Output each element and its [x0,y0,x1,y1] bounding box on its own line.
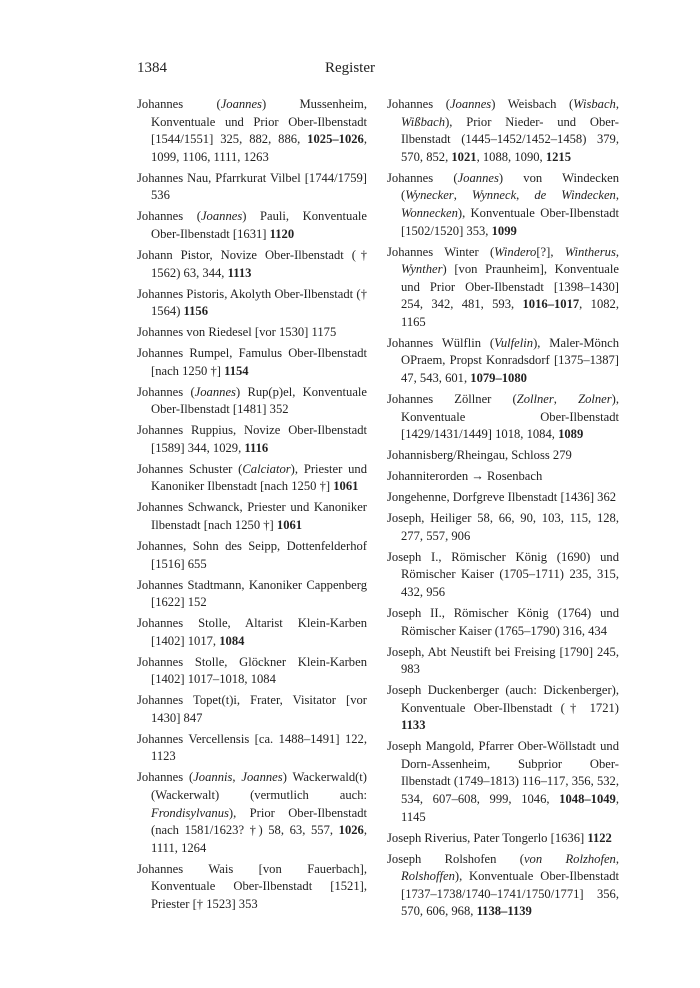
page-number: 1384 [137,60,167,76]
index-entry: Jongehenne, Dorfgreve Ilbenstadt [1436] 362 [387,490,617,505]
index-entry: Johannes (Joannes) Rup(p)el, Konventuale Ober-Ilbenstadt [1481] 352 [137,384,367,417]
index-entry: Johannes Stadtmann, Kanoniker Cappenberg [1622] 152 [137,577,367,610]
index-entry: Johannes Wülflin (Vulfelin), Maler-Mönch OPraem, Propst Konradsdorf [1375–1387] 47, 543, 601, 1079–1080 [387,335,619,386]
index-entry: Joseph Duckenberger (auch: Dickenberger), Konventuale Ober-Ilbenstadt († 1721) 1133 [387,683,619,733]
index-column-left [137,96,367,917]
index-entry: Johannes Rumpel, Famulus Ober-Ilbenstadt [nach 1250 †] 1154 [137,346,367,378]
index-entry: Johannisberg/Rheingau, Schloss 279 [387,448,572,463]
index-entry: Johannes Wais [von Fauerbach], Konventuale Ober-Ilbenstadt [1521], Priester [† 1523] 353 [137,861,367,911]
index-entry: Johanniterorden → Rosenbach [387,469,543,484]
index-entry: Johannes (Joannes) Weisbach (Wisbach, Wißbach), Prior Nieder- und Ober-Ilbenstadt (1445–1452/1452–1458) 379, 570, 852, 1021, 1088, 1090, 1215 [387,97,619,164]
index-entry: Johann Pistor, Novize Ober-Ilbenstadt († 1562) 63, 344, 1113 [137,247,367,280]
index-entry: Johannes Stolle, Altarist Klein-Karben [1402] 1017, 1084 [137,616,367,648]
index-entry: Joseph Mangold, Pfarrer Ober-Wöllstadt und Dorn-Assenheim, Subprior Ober-Ilbenstadt (1749–1813) 116–117, 356, 532, 534, 607–608, 999, 1046, 1048–1049, 1145 [387,739,619,824]
index-entry: Joseph Rolshofen (von Rolzhofen, Rolshoffen), Konventuale Ober-Ilbenstadt [1737–1738/1740–1741/1750/1771] 356, 570, 606, 968, 1138–1139 [387,851,620,919]
index-entry: Johannes Nau, Pfarrkurat Vilbel [1744/1759] 536 [137,170,367,203]
index-entry: Joseph, Abt Neustift bei Freising [1790] 245, 983 [387,644,619,677]
index-entry: Johannes, Sohn des Seipp, Dottenfelderhof [1516] 655 [137,538,367,571]
index-entry: Johannes Pistoris, Akolyth Ober-Ilbenstadt († 1564) 1156 [137,286,367,319]
index-entry: Johannes Zöllner (Zollner, Zolner), Konventuale Ober-Ilbenstadt [1429/1431/1449] 1018, 1084, 1089 [387,392,619,442]
index-entry: Joseph II., Römischer König (1764) und Römischer Kaiser (1765–1790) 316, 434 [387,605,619,638]
index-entry: Johannes (Joannes) Pauli, Konventuale Ober-Ilbenstadt [1631] 1120 [137,209,368,241]
index-entry: Johannes von Riedesel [vor 1530] 1175 [137,325,337,340]
running-head: Register [325,60,375,76]
index-entry: Johannes Vercellensis [ca. 1488–1491] 122, 1123 [137,731,367,764]
index-entry: Johannes (Joannis, Joannes) Wackerwald(t) (Wackerwalt) (vermutlich auch: Frondisylvanus), Prior Ober-Ilbenstadt (nach 1581/1623? †) 58, 63, 557, 1026, 1111, 1264 [137,770,368,855]
index-entry: Johannes Stolle, Glöckner Klein-Karben [1402] 1017–1018, 1084 [137,654,367,687]
index-entry: Johannes Schwanck, Priester und Kanoniker Ilbenstadt [nach 1250 †] 1061 [137,500,367,532]
index-entry: Johannes (Joannes) von Windecken (Wynecker, Wynneck, de Windecken, Wonnecken), Konventuale Ober-Ilbenstadt [1502/1520] 353, 1099 [387,170,620,238]
index-entry: Johannes Ruppius, Novize Ober-Ilbenstadt [1589] 344, 1029, 1116 [137,423,367,455]
index-entry: Joseph Riverius, Pater Tongerlo [1636] 1122 [387,830,612,845]
index-entry: Joseph I., Römischer König (1690) und Römischer Kaiser (1705–1711) 235, 315, 432, 956 [387,549,619,599]
index-column-right [387,96,619,924]
index-entry: Johannes Topet(t)i, Frater, Visitator [vor 1430] 847 [137,693,367,725]
index-entry: Johannes Schuster (Calciator), Priester und Kanoniker Ilbenstadt [nach 1250 †] 1061 [137,461,367,494]
index-entry: Johannes (Joannes) Mussenheim, Konventuale und Prior Ober-Ilbenstadt [1544/1551] 325, 882, 886, 1025–1026, 1099, 1106, 1111, 1263 [137,97,367,164]
index-entry: Johannes Winter (Windero[?], Wintherus, Wynther) [von Praunheim], Konventuale und Prior Ober-Ilbenstadt [1398–1430] 254, 342, 481, 593, 1016–1017, 1082, 1165 [387,244,619,329]
index-entry: Joseph, Heiliger 58, 66, 90, 103, 115, 128, 277, 557, 906 [387,511,619,543]
